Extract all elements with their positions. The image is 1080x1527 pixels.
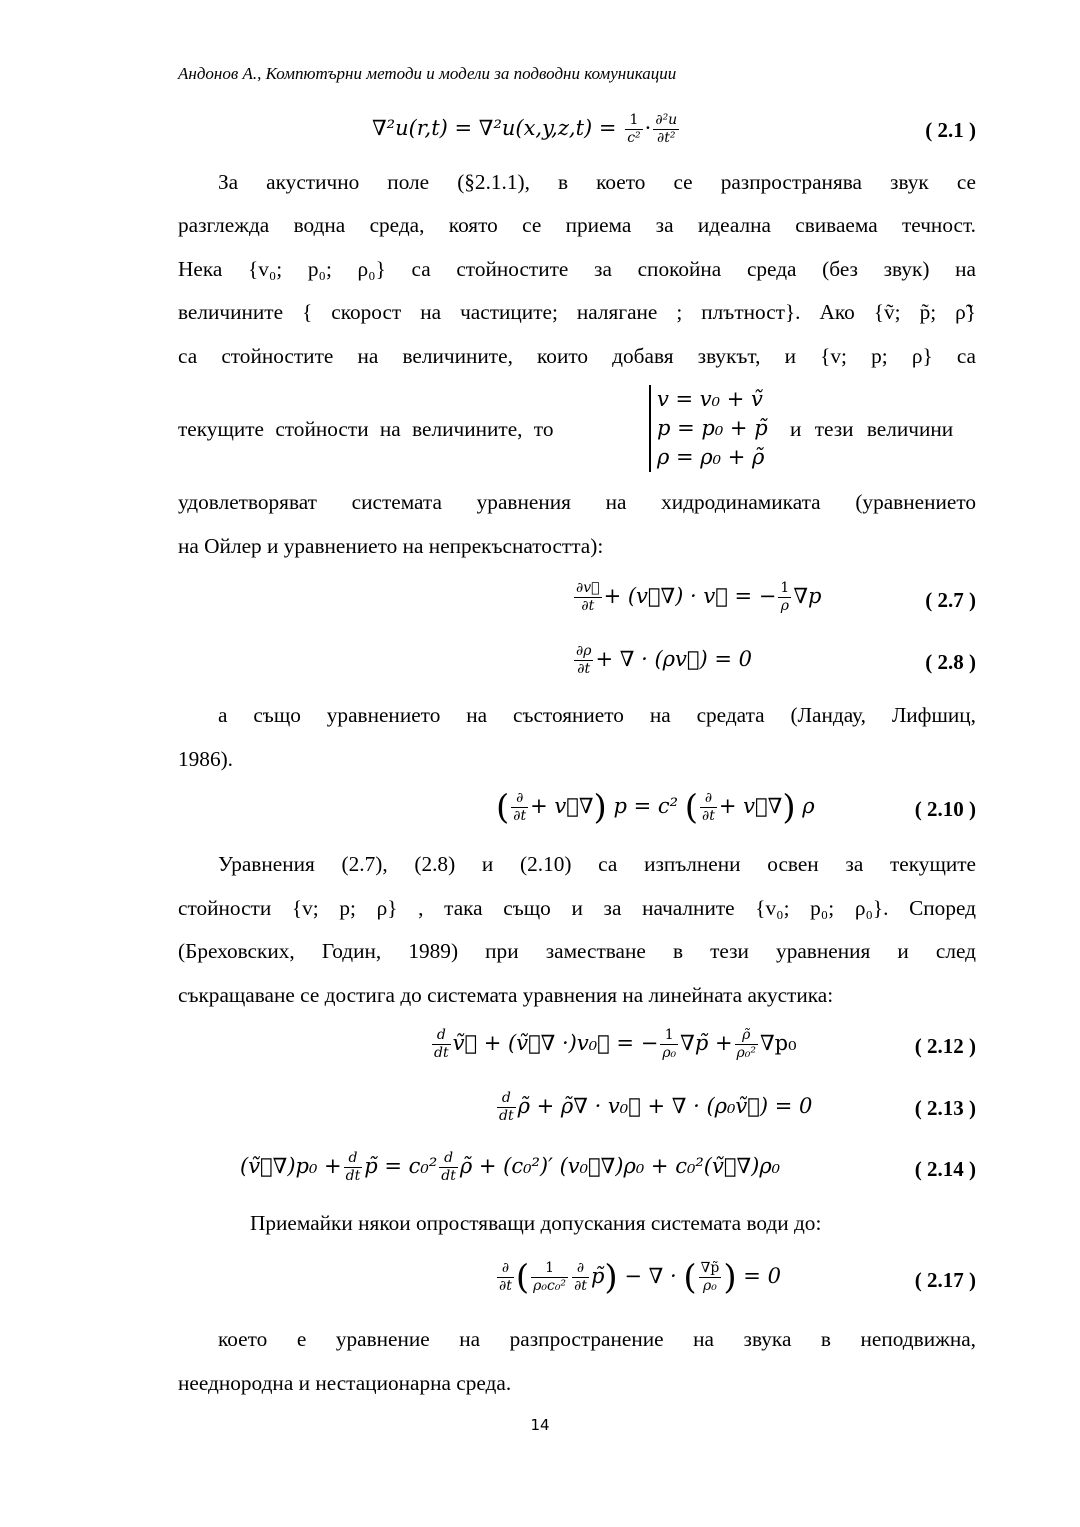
paragraph-3-line-2: стойности {v; p; ρ} , така също и за началните {v₀; p₀; ρ₀}. Според [178,896,976,920]
eq-2-1-lhs: ∇²u(r,t) = ∇²u(x,y,z,t) = [372,116,617,140]
eq-2-17-partial-b: $\frac{\partial}{\partial t}$ [574,1260,587,1294]
equation-2-8: $\frac{\partial\rho}{\partial t}$ + ∇ · (ρv⃗) = 0 [576,643,752,677]
equation-2-1: ∇²u(r,t) = ∇²u(x,y,z,t) = $\frac{1}{\text{c²}}$ · $\frac{\text{∂²u}}{\text{∂t²}}$ [372,112,678,146]
paragraph-1-line-4: величините { скорост на частиците; налягане ; плътност}. Ако {ṽ; p̃; ρ̃} [178,300,976,324]
eq-2-12-fraction-a: $\frac{1}{\text{ρ₀}}$ [662,1027,677,1061]
eq-2-12-fraction-b: $\frac{\rhõ}{\text{ρ₀²}}$ [736,1027,757,1061]
eq-2-13-derivative: $\frac{d}{dt}$ [499,1090,514,1124]
equation-label-2-10: ( 2.10 ) [914,797,976,821]
substitution-system [649,385,768,472]
equation-2-14: (ṽ⃗∇)p₀ + $\frac{d}{dt}$ p̃ = c₀² $\frac{d}{dt}$ ρ̃ + (c₀²)′ (v₀⃗∇)ρ₀ + c₀²(ṽ⃗∇)ρ₀ [240,1150,781,1184]
system-row-v: v = v₀ + ṽ [657,387,763,411]
equation-label-2-14: ( 2.14 ) [914,1157,976,1181]
paragraph-5-line-1: което е уравнение на разпространение на звука в неподвижна, [218,1327,976,1351]
system-row-rho: ρ = ρ₀ + ρ̃ [657,445,765,469]
equation-2-7: $\frac{\partial v⃗}{\partial t}$ + (v⃗∇) · v⃗ = − $\frac{1}{\rho}$ ∇p [576,580,822,614]
eq-2-17-fraction-a: $\frac{1}{\text{ρ₀c₀²}}$ [533,1260,567,1294]
page-number: 14 [530,1416,550,1434]
paragraph-1-line-6-left: текущите стойности на величините, то [178,417,554,441]
paragraph-1-line-1: За акустично поле (§2.1.1), в което се разпространява звук се [218,170,976,194]
eq-2-1-fraction-b: $\frac{\text{∂²u}}{\text{∂t²}}$ [655,112,678,146]
equation-2-13: $\frac{d}{dt}$ ρ̃ + ρ̃∇ · v₀⃗ + ∇ · (ρ₀ṽ⃗) = 0 [499,1090,813,1124]
eq-2-8-derivative: $\frac{\partial\rho}{\partial t}$ [576,643,592,677]
paragraph-4: Приемайки някои опростяващи допускания системата води до: [250,1211,822,1235]
paragraph-3-line-3: (Бреховских, Годин, 1989) при заместване в тези уравнения и след [178,939,976,963]
paragraph-1-line-3: Нека {v₀; p₀; ρ₀} са стойностите за спокойна среда (без звук) на [178,257,976,281]
eq-2-17-fraction-b: $\frac{\nabla p̃}{\text{ρ₀}}$ [700,1260,720,1294]
equation-label-2-13: ( 2.13 ) [914,1096,976,1120]
eq-2-10-partial-a: $\frac{\partial}{\partial t}$ [513,790,527,824]
paragraph-5-line-2: нееднородна и нестационарна среда. [178,1371,512,1395]
equation-label-2-12: ( 2.12 ) [914,1034,976,1058]
equation-label-2-8: ( 2.8 ) [925,650,976,674]
paragraph-1-line-5: са стойностите на величините, които добавя звукът, и {v; p; ρ} са [178,344,976,368]
equation-2-12: $\frac{d}{dt}$ ṽ⃗ + (ṽ⃗∇ ·)v₀⃗ = − $\frac{1}{\text{ρ₀}}$ ∇p̃ + $\frac{\rhõ}{\text{ρ₀²}}$ ∇p₀ [434,1027,797,1061]
paragraph-1-line-2: разглежда водна среда, която се приема за идеална свиваема течност. [178,213,976,237]
equation-label-2-1: ( 2.1 ) [925,118,976,142]
paragraph-3-line-1: Уравнения (2.7), (2.8) и (2.10) са изпълнени освен за текущите [218,852,976,876]
paragraph-1-line-7: удовлетворяват системата уравнения на хидродинамиката (уравнението [178,490,976,514]
eq-2-12-derivative: $\frac{d}{dt}$ [434,1027,449,1061]
equation-label-2-17: ( 2.17 ) [914,1268,976,1292]
paragraph-1-line-8: на Ойлер и уравнението на непрекъснатостта): [178,534,604,558]
running-header: Андонов А., Компютърни методи и модели за подводни комуникации [178,64,677,83]
equation-label-2-7: ( 2.7 ) [925,588,976,612]
paragraph-1-line-6-right: и тези величини [790,417,954,441]
eq-2-14-derivative-b: $\frac{d}{dt}$ [441,1150,456,1184]
eq-2-1-fraction-a: $\frac{1}{\text{c²}}$ [627,112,641,146]
equation-2-17: $\frac{\partial}{\partial t}$ ( $\frac{1}{\text{ρ₀c₀²}}$ $\frac{\partial}{\partial t}$ p̃) − ∇ · ( $\frac{\nabla p̃}{\text{ρ₀}}$ ) = 0 [499,1257,781,1298]
paragraph-2-line-1: а също уравнението на състоянието на средата (Ландау, Лифшиц, [218,703,976,727]
eq-2-7-derivative: $\frac{\partial v⃗}{\partial t}$ [576,580,600,614]
eq-2-7-fraction: $\frac{1}{\rho}$ [780,580,790,614]
system-row-p: p = p₀ + p̃ [657,416,768,440]
equation-2-10: ( $\frac{\partial}{\partial t}$ + v⃗∇) p = c² ( $\frac{\partial}{\partial t}$ + v⃗∇) ρ [496,787,815,828]
eq-2-17-partial-a: $\frac{\partial}{\partial t}$ [499,1260,512,1294]
paragraph-3-line-4: съкращаване се достига до системата уравнения на линейната акустика: [178,983,834,1007]
eq-2-14-derivative-a: $\frac{d}{dt}$ [345,1150,361,1184]
eq-2-10-partial-b: $\frac{\partial}{\partial t}$ [702,790,715,824]
paragraph-2-line-2: 1986). [178,747,234,771]
